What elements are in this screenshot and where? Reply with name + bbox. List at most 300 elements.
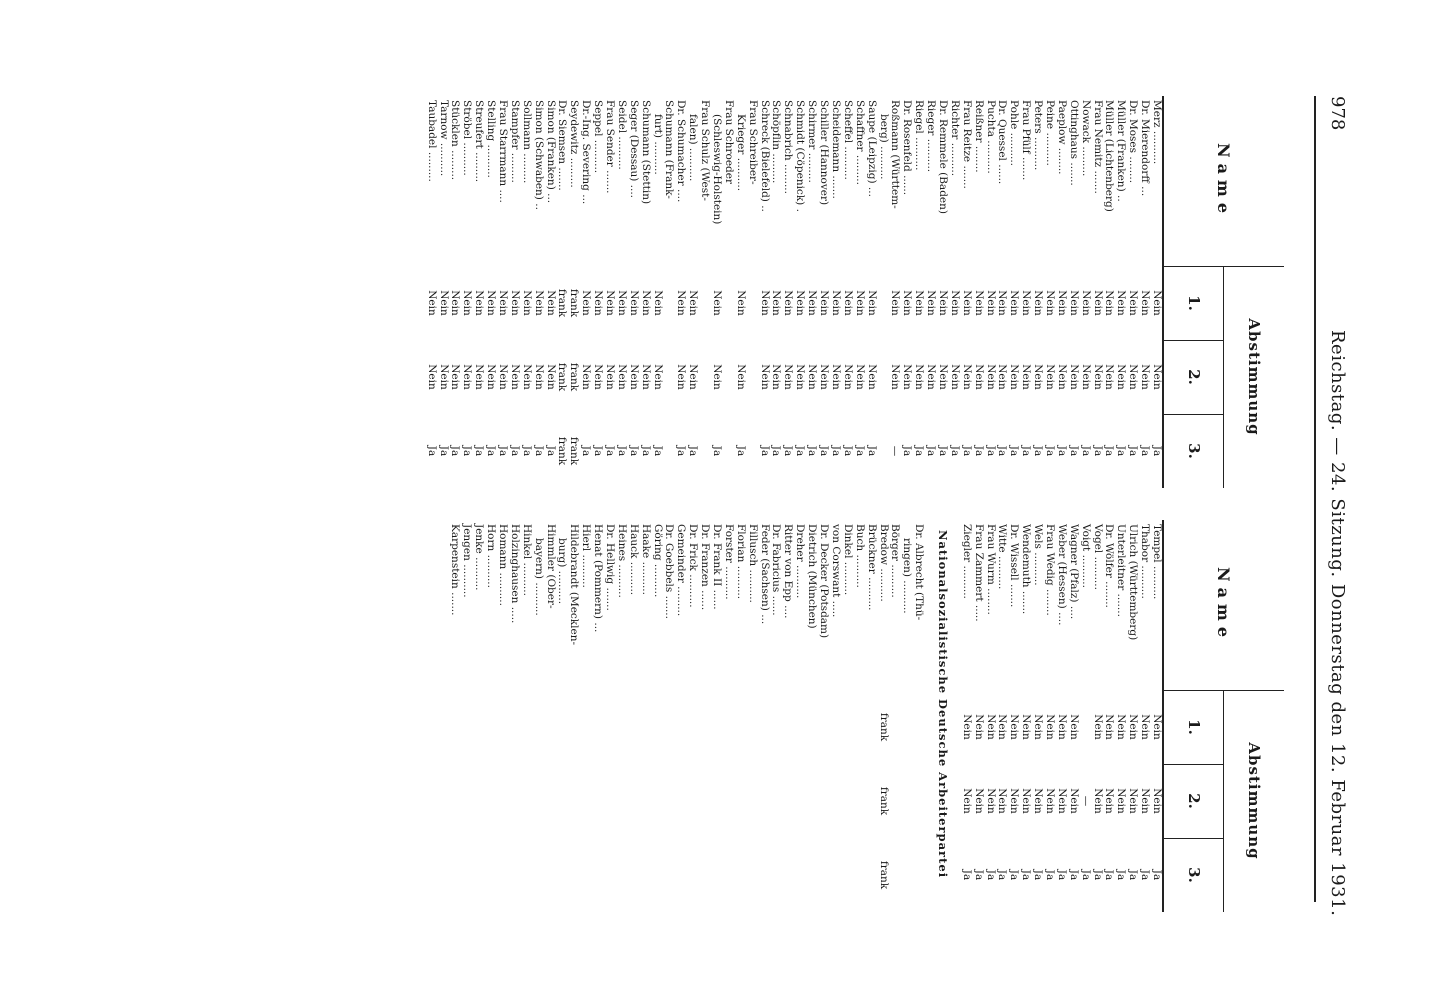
vote-3-cell: Ja: [1079, 869, 1092, 881]
table-row: [1007, 520, 1019, 912]
vote-2-cell: Nein: [592, 364, 605, 390]
member-name: Seydewitz .........: [568, 100, 581, 188]
member-name: Richter ..........: [948, 100, 961, 177]
table-row: [579, 520, 591, 912]
table-row: [793, 96, 805, 488]
table-row: [900, 96, 912, 488]
member-name: Dr. Decker (Potsdam): [818, 524, 831, 639]
table-row: [1114, 520, 1126, 912]
vote-3-cell: Ja: [1008, 445, 1021, 457]
table-row: [889, 96, 901, 488]
member-name: Bredow ..........: [877, 524, 890, 602]
vote-2-cell: Nein: [1055, 788, 1068, 814]
table-row: [817, 96, 829, 488]
table-header-right: [1162, 520, 1284, 912]
vote-2-cell: Nein: [889, 364, 902, 390]
table-row: [1055, 520, 1067, 912]
vote-2-cell: Nein: [1139, 788, 1152, 814]
table-row: [1043, 520, 1055, 912]
table-row: [805, 520, 817, 912]
table-row: [532, 96, 544, 488]
member-name: Haake ..........: [639, 524, 652, 595]
member-name: Dr. Franzen ......: [699, 524, 712, 611]
vote-1-cell: Nein: [711, 290, 724, 316]
vote-2-cell: Nein: [532, 364, 545, 390]
member-name: Gemeinder .........: [675, 524, 688, 617]
vote-2-cell: Nein: [996, 788, 1009, 814]
vote-1-cell: Nein: [497, 290, 510, 316]
table-row: [1138, 520, 1150, 912]
member-name: Börger ..........: [889, 524, 902, 598]
member-name: Frau Schreiber-: [746, 100, 759, 185]
abstimmung-heading: Abstimmung: [1223, 266, 1284, 488]
vote-3-cell: Ja: [865, 445, 878, 457]
member-name: Wels ..........: [1032, 524, 1045, 586]
table-row: [817, 520, 829, 912]
top-rule: [1314, 96, 1316, 902]
table-row: [556, 96, 568, 488]
member-name: Dr. Moses ........: [1127, 100, 1140, 184]
member-name: Frau Sender .......: [604, 100, 617, 194]
vote-2-cell: Nein: [580, 364, 593, 390]
vote-2-cell: Nein: [497, 364, 510, 390]
table-row: [758, 520, 770, 912]
member-name: Tempel ..........: [1151, 524, 1163, 600]
vote-3-cell: Ja: [1032, 869, 1045, 881]
table-row: [912, 520, 924, 912]
vote-2-cell: Nein: [1151, 788, 1163, 814]
member-name: Frau Zammert .....: [972, 524, 985, 622]
vote-3-cell: Ja: [1115, 445, 1128, 457]
vote-1-cell: Nein: [1043, 714, 1056, 740]
vote-2-cell: Nein: [1103, 364, 1116, 390]
vote-1-cell: frank: [556, 288, 569, 318]
vote-2-cell: Nein: [984, 788, 997, 814]
vote-2-cell: Nein: [1032, 788, 1045, 814]
vote-1-cell: Nein: [984, 714, 997, 740]
table-row: [805, 96, 817, 488]
vote-2-cell: Nein: [794, 364, 807, 390]
table-row: [496, 96, 508, 488]
right-rows: [449, 520, 1162, 912]
table-row: [627, 520, 639, 912]
vote-3-cell: Ja: [604, 445, 617, 457]
member-name: bayern) ..........: [532, 538, 545, 616]
vote-3-cell: Ja: [936, 445, 949, 457]
vote-1-cell: Nein: [544, 290, 557, 316]
vote-1-cell: Nein: [1115, 714, 1128, 740]
vote-1-cell: Nein: [960, 290, 973, 316]
table-row: [865, 96, 877, 488]
vote-3-cell: Ja: [1103, 445, 1116, 457]
vote-1-cell: Nein: [865, 290, 878, 316]
vote-2-cell: Nein: [841, 364, 854, 390]
vote-1-cell: Nein: [818, 290, 831, 316]
table-row: [615, 520, 627, 912]
member-name: Dr. Rosenfeld ......: [901, 100, 914, 196]
vote-1-cell: Nein: [1020, 290, 1033, 316]
vote-3-cell: Ja: [1020, 445, 1033, 457]
vote-3-cell: Ja: [1115, 869, 1128, 881]
party-name: Nationalsozialistische Deutsche Arbeiterpartei: [935, 530, 950, 879]
vote-3-cell: Ja: [639, 445, 652, 457]
vote-1-cell: Nein: [794, 290, 807, 316]
table-row: [1055, 96, 1067, 488]
vote-3-heading: 3.: [1185, 443, 1203, 459]
table-row: [722, 96, 734, 488]
vote-3-cell: Ja: [1079, 445, 1092, 457]
vote-3-cell: Ja: [425, 445, 438, 457]
member-name: Schaffner .........: [853, 100, 866, 185]
vote-2-cell: Nein: [1043, 364, 1056, 390]
vote-2-cell: Nein: [960, 364, 973, 390]
vote-3-cell: Ja: [1043, 445, 1056, 457]
vote-2-cell: Nein: [853, 364, 866, 390]
table-row: [853, 96, 865, 488]
vote-2-cell: Nein: [711, 364, 724, 390]
member-name: Merz ..........: [1151, 100, 1163, 165]
vote-1-cell: Nein: [485, 290, 498, 316]
table-row: [472, 96, 484, 488]
table-row: [437, 96, 449, 488]
vote-3-cell: frank: [568, 436, 581, 466]
member-name: Witte ..........: [996, 524, 1009, 590]
vote-3-cell: Ja: [651, 445, 664, 457]
vote-3-cell: Ja: [925, 445, 938, 457]
vote-1-cell: Nein: [925, 290, 938, 316]
member-name: Dr. Quessel ......: [996, 100, 1009, 185]
table-row: [532, 520, 544, 912]
member-name: Dreher ..........: [794, 524, 807, 599]
table-row: [520, 520, 532, 912]
table-row: [508, 96, 520, 488]
vote-3-cell: Ja: [1067, 869, 1080, 881]
table-row: [508, 520, 520, 912]
member-name: Dr. Wissell .......: [1008, 524, 1021, 608]
vote-3-cell: Ja: [449, 445, 462, 457]
table-row: [758, 96, 770, 488]
member-name: Feder (Sachsen) ...: [758, 524, 771, 625]
vote-2-heading: 2.: [1164, 340, 1224, 415]
vote-3-cell: Ja: [711, 445, 724, 457]
member-name: Dr. Schumacher ....: [675, 100, 688, 203]
abstimmung-heading: Abstimmung: [1223, 690, 1284, 912]
table-row: [722, 520, 734, 912]
member-name: Reißner ........: [972, 100, 985, 173]
vote-3-cell: —: [889, 445, 902, 457]
table-row: [1103, 520, 1115, 912]
table-row: [1150, 520, 1162, 912]
vote-2-cell: frank: [568, 362, 581, 392]
vote-3-cell: Ja: [794, 445, 807, 457]
table-row: [544, 96, 556, 488]
member-name: Dietrich (München): [806, 524, 819, 629]
vote-3-cell: Ja: [806, 445, 819, 457]
member-name: Hildebrandt (Mecklen-: [568, 524, 581, 646]
vote-2-cell: Nein: [1079, 364, 1092, 390]
vote-2-cell: Nein: [687, 364, 700, 390]
member-name: Brückner ..........: [865, 524, 878, 611]
vote-1-cell: Nein: [1091, 290, 1104, 316]
member-name: (Schleswig-Holstein): [711, 114, 724, 225]
member-name: Homann ..........: [497, 524, 510, 606]
member-name: Seger (Dessau) ....: [627, 100, 640, 199]
vote-2-heading: 2.: [1164, 764, 1224, 839]
table-row: [544, 520, 556, 912]
vote-3-cell: Ja: [734, 445, 747, 457]
table-row: [924, 96, 936, 488]
table-row: [710, 96, 722, 488]
vote-2-cell: Nein: [675, 364, 688, 390]
vote-2-cell: Nein: [865, 364, 878, 390]
member-name: Stücklen .........: [449, 100, 462, 181]
member-name: von Corswant .....: [829, 524, 842, 618]
member-name: Jenke ..........: [473, 524, 486, 591]
vote-1-cell: Nein: [1091, 714, 1104, 740]
member-name: Scheffel ..........: [841, 100, 854, 180]
vote-2-cell: Nein: [1020, 788, 1033, 814]
vote-2-cell: Nein: [449, 364, 462, 390]
vote-1-cell: Nein: [639, 290, 652, 316]
table-row: [1126, 520, 1138, 912]
vote-3-cell: Ja: [960, 445, 973, 457]
vote-2-cell: Nein: [1020, 364, 1033, 390]
vote-3-cell: Ja: [615, 445, 628, 457]
vote-1-cell: Nein: [972, 290, 985, 316]
vote-1-cell: Nein: [829, 290, 842, 316]
name-heading: Name: [1164, 520, 1284, 691]
table-row: [1031, 96, 1043, 488]
table-row: [460, 96, 472, 488]
left-column: [425, 96, 1284, 488]
table-row: [1031, 520, 1043, 912]
member-name: Tarnow ..........: [437, 100, 450, 177]
member-name: Taubadel .........: [425, 100, 438, 182]
table-row: [556, 520, 568, 912]
vote-2-cell: Nein: [948, 364, 961, 390]
vote-3-cell: Ja: [829, 445, 842, 457]
vote-3-cell: Ja: [532, 445, 545, 457]
table-row: [782, 96, 794, 488]
table-row: [829, 96, 841, 488]
vote-3-cell: Ja: [1020, 869, 1033, 881]
member-name: Seidel ..........: [615, 100, 628, 170]
member-name: Pohle ..........: [1008, 100, 1021, 167]
vote-1-cell: Nein: [425, 290, 438, 316]
table-row: [520, 96, 532, 488]
vote-2-cell: Nein: [984, 364, 997, 390]
table-row: [841, 96, 853, 488]
member-name: Unterleitner .......: [1115, 524, 1128, 617]
table-row: [746, 96, 758, 488]
vote-1-cell: Nein: [948, 290, 961, 316]
table-row: [770, 520, 782, 912]
table-row: [651, 96, 663, 488]
table-row: [1114, 96, 1126, 488]
table-header-left: [1162, 96, 1284, 488]
member-name: Dr. Goebbels .......: [663, 524, 676, 619]
vote-1-cell: Nein: [580, 290, 593, 316]
vote-1-cell: Nein: [984, 290, 997, 316]
table-row: [877, 520, 889, 912]
table-row: [900, 520, 912, 912]
member-name: falen) ..........: [687, 114, 700, 182]
table-row: [984, 520, 996, 912]
vote-2-cell: Nein: [1055, 364, 1068, 390]
vote-3-cell: Ja: [996, 445, 1009, 457]
vote-2-cell: Nein: [829, 364, 842, 390]
vote-1-cell: Nein: [734, 290, 747, 316]
member-name: Dr. Hellwig .......: [604, 524, 617, 611]
table-row: [972, 96, 984, 488]
vote-2-cell: Nein: [544, 364, 557, 390]
member-name: Rieger ..........: [925, 100, 938, 173]
vote-3-cell: Ja: [1032, 445, 1045, 457]
vote-2-cell: Nein: [1091, 788, 1104, 814]
member-name: ringen) ..........: [901, 538, 914, 614]
member-name: Stampfer .........: [508, 100, 521, 183]
table-row: [1079, 96, 1091, 488]
member-name: Riegel ..........: [913, 100, 926, 171]
vote-3-cell: Ja: [782, 445, 795, 457]
table-row: [1126, 96, 1138, 488]
vote-3-cell: Ja: [1091, 869, 1104, 881]
vote-1-cell: Nein: [473, 290, 486, 316]
vote-1-cell: Nein: [960, 714, 973, 740]
member-name: Ottinghaus .......: [1067, 100, 1080, 186]
table-row: [567, 520, 579, 912]
member-name: Göring ..........: [651, 524, 664, 598]
member-name: Frau Schulz (West-: [699, 100, 712, 201]
member-name: burg) ..........: [556, 538, 569, 605]
vote-3-cell: Ja: [1067, 445, 1080, 457]
member-name: Ritter von Epp ....: [782, 524, 795, 619]
vote-2-cell: Nein: [461, 364, 474, 390]
table-row: [984, 96, 996, 488]
vote-1-cell: Nein: [1043, 290, 1056, 316]
member-name: Peine ..........: [1043, 100, 1056, 166]
table-row: [841, 520, 853, 912]
vote-2-cell: Nein: [806, 364, 819, 390]
table-row: [889, 520, 901, 912]
vote-2-cell: Nein: [508, 364, 521, 390]
vote-1-cell: Nein: [1055, 714, 1068, 740]
vote-3-cell: Ja: [913, 445, 926, 457]
vote-1-cell: Nein: [889, 290, 902, 316]
table-row: [591, 96, 603, 488]
vote-2-cell: Nein: [1103, 788, 1116, 814]
vote-3-cell: Ja: [485, 445, 498, 457]
vote-1-cell: Nein: [996, 714, 1009, 740]
vote-2-cell: Nein: [913, 364, 926, 390]
vote-3-cell: Ja: [984, 445, 997, 457]
member-name: Paeplow ........: [1055, 100, 1068, 175]
vote-2-cell: Nein: [734, 364, 747, 390]
vote-1-cell: Nein: [901, 290, 914, 316]
member-name: Frau Reitze .......: [960, 100, 973, 189]
vote-3-cell: Ja: [841, 445, 854, 457]
vote-1-cell: Nein: [1008, 714, 1021, 740]
table-row: [472, 520, 484, 912]
vote-3-cell: Ja: [901, 445, 914, 457]
member-name: Dr.-Ing. Severing ...: [580, 100, 593, 205]
vote-2-cell: Nein: [936, 364, 949, 390]
member-name: Stelling ..........: [485, 100, 498, 178]
member-name: Schumann (Stettin): [639, 100, 652, 205]
table-row: [615, 96, 627, 488]
vote-1-cell: Nein: [841, 290, 854, 316]
vote-3-cell: Ja: [996, 869, 1009, 881]
table-row: [1067, 96, 1079, 488]
member-name: Dr. Siemsen .......: [556, 100, 569, 191]
table-row: [698, 520, 710, 912]
vote-1-cell: Nein: [1067, 714, 1080, 740]
table-row: [877, 96, 889, 488]
vote-2-cell: Nein: [627, 364, 640, 390]
member-name: Scheidemann .......: [829, 100, 842, 199]
table-row: [1091, 520, 1103, 912]
member-name: Dr. Fabricius ......: [770, 524, 783, 616]
table-row: [698, 96, 710, 488]
member-name: Horn ..........: [485, 524, 498, 588]
vote-1-cell: Nein: [461, 290, 474, 316]
vote-3-cell: Ja: [758, 445, 771, 457]
table-row: [674, 520, 686, 912]
vote-1-cell: Nein: [1139, 714, 1152, 740]
vote-2-cell: Nein: [925, 364, 938, 390]
table-row: [449, 520, 461, 912]
table-row: [1150, 96, 1162, 488]
table-row: [829, 520, 841, 912]
vote-1-cell: Nein: [1067, 290, 1080, 316]
table-row: [1079, 520, 1091, 912]
table-row: [449, 96, 461, 488]
member-name: Dr. Wölfer ........: [1103, 524, 1116, 608]
vote-1-cell: Nein: [675, 290, 688, 316]
page-number: 978: [1327, 96, 1348, 131]
vote-2-cell: Nein: [485, 364, 498, 390]
vote-2-cell: Nein: [425, 364, 438, 390]
member-name: Hauck ..........: [627, 524, 640, 596]
member-name: Puchta ..........: [984, 100, 997, 174]
vote-1-cell: Nein: [1127, 714, 1140, 740]
vote-3-cell: Ja: [520, 445, 533, 457]
vote-2-cell: Nein: [972, 788, 985, 814]
vote-2-cell: Nein: [1127, 364, 1140, 390]
vote-1-cell: Nein: [936, 290, 949, 316]
member-name: Weber (Hessen) ....: [1055, 524, 1068, 626]
vote-3-cell: Ja: [1151, 445, 1163, 457]
vote-2-cell: frank: [556, 362, 569, 392]
vote-3-cell: Ja: [1043, 869, 1056, 881]
member-name: Müller (Lichtenberg): [1103, 100, 1116, 212]
table-row: [782, 520, 794, 912]
table-row: [1067, 520, 1079, 912]
table-row: [996, 520, 1008, 912]
table-row: [663, 96, 675, 488]
right-column: [449, 520, 1284, 912]
table-row: [603, 96, 615, 488]
member-name: Schmidt (Cöpenick) .: [794, 100, 807, 212]
table-row: [770, 96, 782, 488]
vote-1-cell: Nein: [782, 290, 795, 316]
vote-2-cell: Nein: [520, 364, 533, 390]
vote-1-cell: Nein: [770, 290, 783, 316]
vote-2-cell: Nein: [1115, 364, 1128, 390]
table-row: [734, 520, 746, 912]
table-row: [996, 96, 1008, 488]
member-name: Heines ..........: [615, 524, 628, 598]
